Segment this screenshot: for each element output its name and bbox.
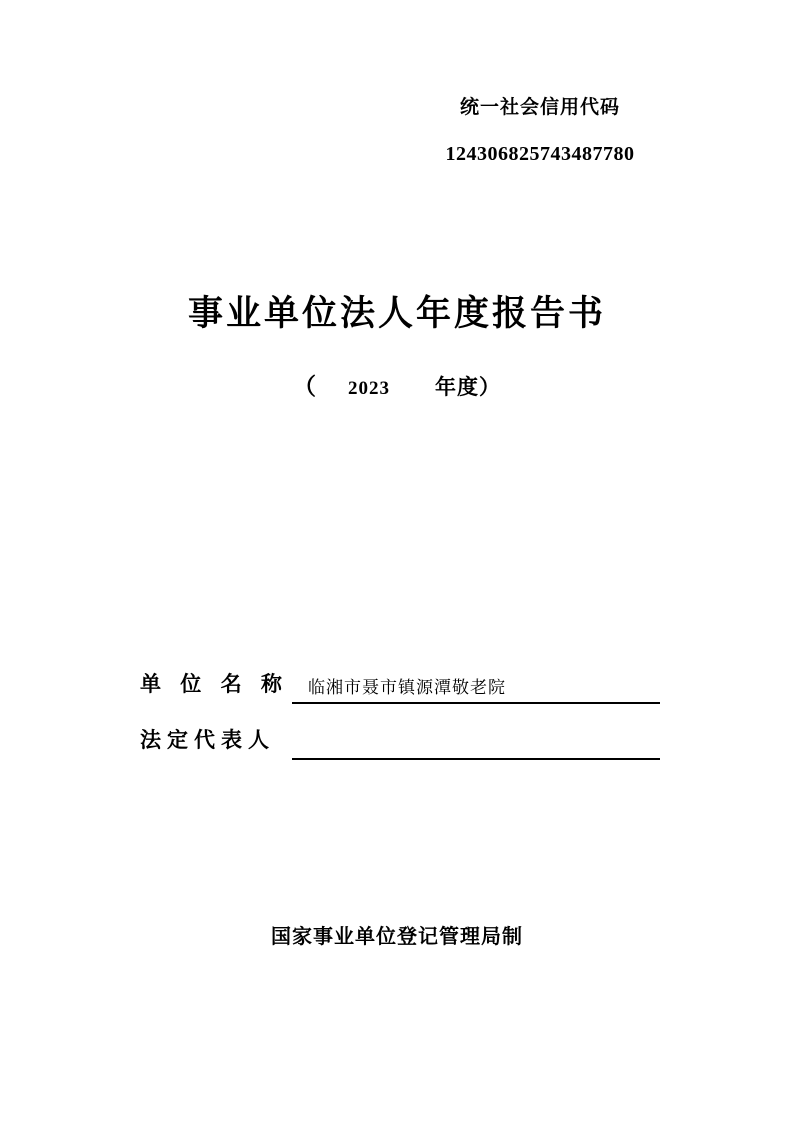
credit-code-label: 统一社会信用代码 xyxy=(459,96,620,118)
report-year-line xyxy=(0,368,794,401)
unit-name-label: 单 位 名 称 xyxy=(140,671,288,696)
unit-name-value: 临湘市聂市镇源潭敬老院 xyxy=(308,678,506,698)
report-year-unit: 年度） xyxy=(435,374,502,399)
legal-representative-label: 法定代表人 xyxy=(140,727,275,752)
issuing-authority: 国家事业单位登记管理局制 xyxy=(271,924,523,948)
cover-fields xyxy=(140,648,660,760)
legal-representative-input[interactable] xyxy=(292,724,660,760)
unit-name-input[interactable] xyxy=(292,668,660,704)
page-title: 事业单位法人年度报告书 xyxy=(187,293,606,334)
credit-code-value: 124306825743487780 xyxy=(445,142,635,165)
field-row-unit-name xyxy=(140,648,660,704)
left-paren: （ xyxy=(292,373,317,400)
field-row-legal-representative xyxy=(140,704,660,760)
report-year-value: 2023 xyxy=(348,378,390,399)
credit-code-block xyxy=(380,96,700,166)
